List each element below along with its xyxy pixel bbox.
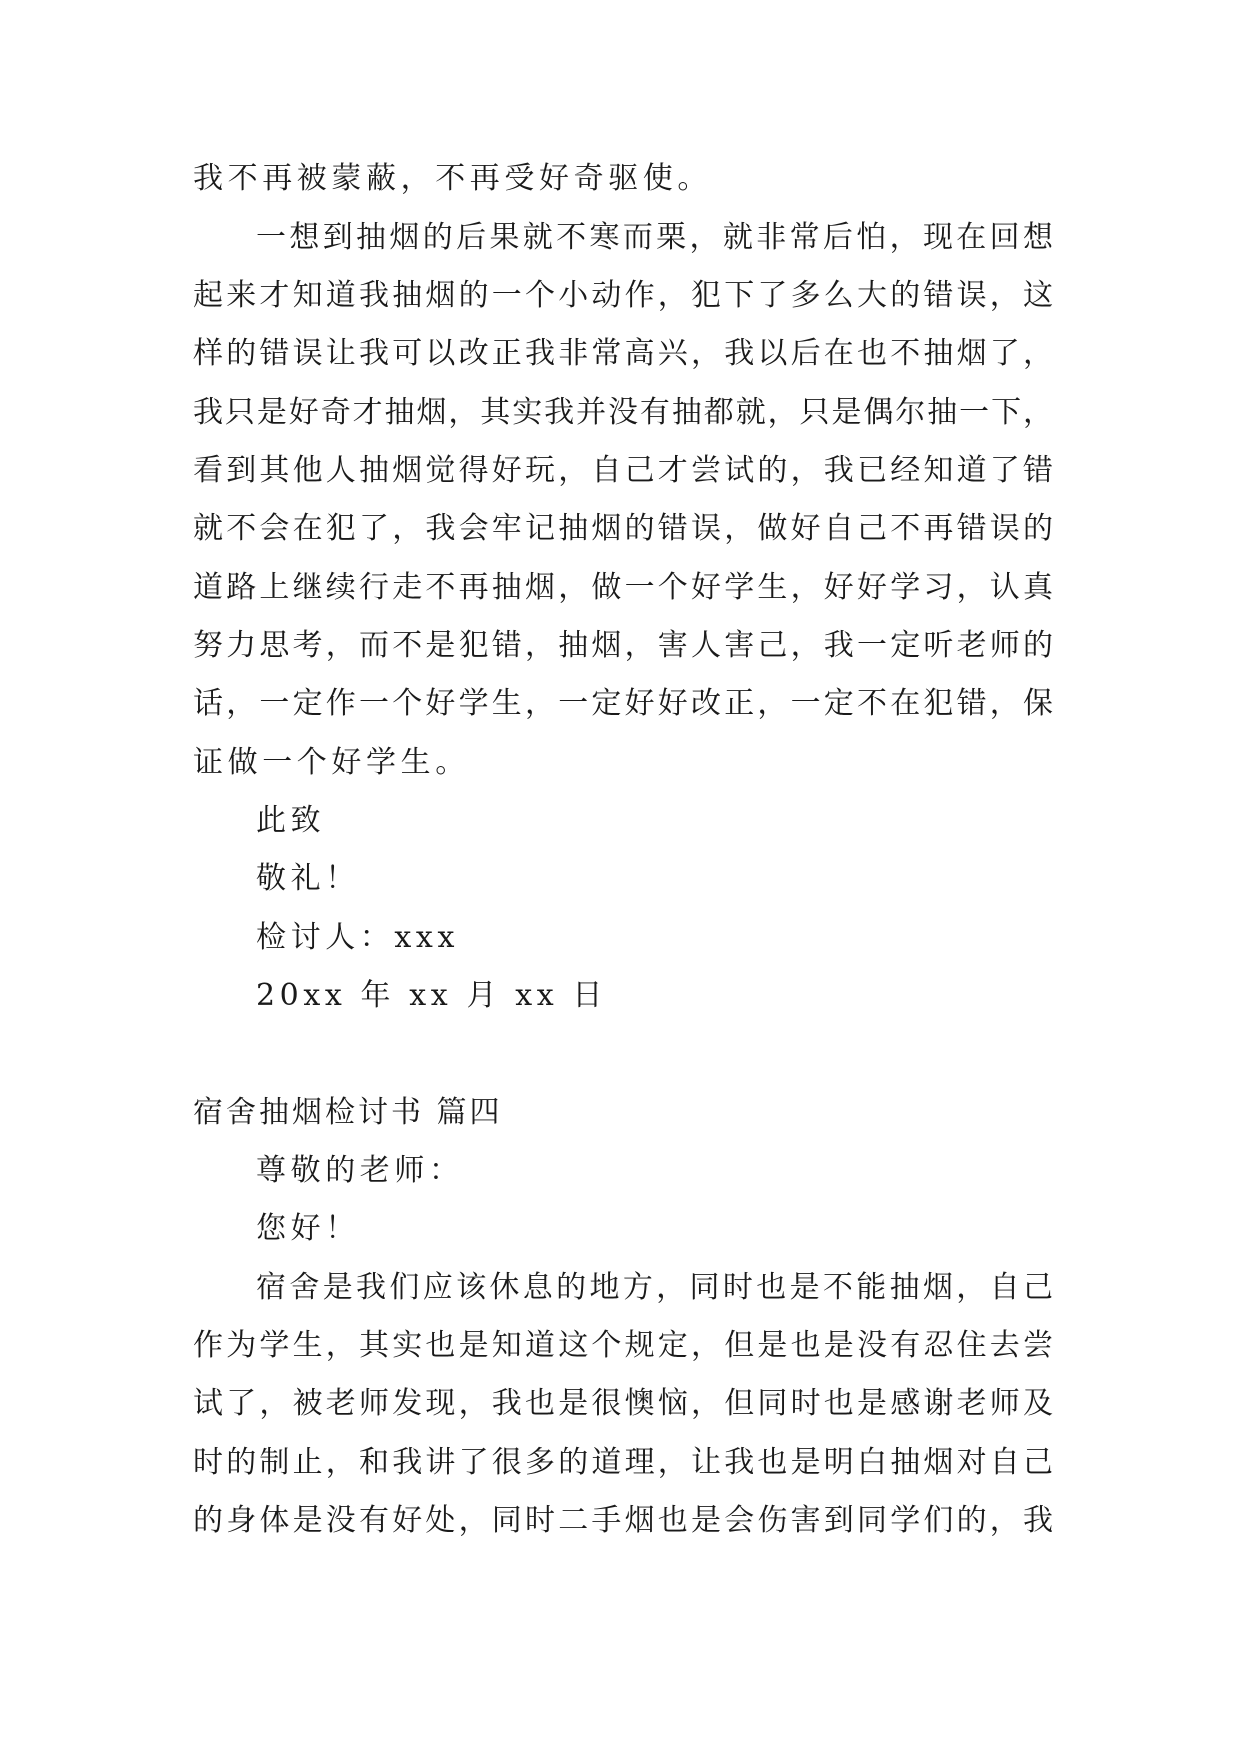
paragraph-line: 证做一个好学生。 — [193, 745, 470, 780]
paragraph-line: 作为学生，其实也是知道这个规定，但是也是没有忍住去尝 — [193, 1328, 1053, 1363]
paragraph-line: 试了，被老师发现，我也是很懊恼，但同时也是感谢老师及 — [193, 1386, 1053, 1421]
section-heading: 宿舍抽烟检讨书 篇四 — [193, 1095, 503, 1130]
salutation: 敬礼！ — [256, 861, 360, 896]
paragraph-line: 话，一定作一个好学生，一定好好改正，一定不在犯错，保 — [193, 686, 1053, 721]
paragraph-line: 我不再被蒙蔽，不再受好奇驱使。 — [193, 161, 712, 196]
paragraph-line: 的身体是没有好处，同时二手烟也是会伤害到同学们的，我 — [193, 1503, 1053, 1538]
paragraph-line: 看到其他人抽烟觉得好玩，自己才尝试的，我已经知道了错 — [193, 453, 1053, 488]
hello: 您好！ — [256, 1211, 360, 1246]
paragraph-line: 时的制止，和我讲了很多的道理，让我也是明白抽烟对自己 — [193, 1445, 1053, 1480]
greeting: 尊敬的老师： — [256, 1153, 464, 1188]
date: 20xx 年 xx 月 xx 日 — [256, 978, 607, 1013]
signer: 检讨人：xxx — [256, 920, 459, 955]
paragraph-line: 我只是好奇才抽烟，其实我并没有抽都就，只是偶尔抽一下， — [193, 395, 1053, 430]
paragraph-line: 样的错误让我可以改正我非常高兴，我以后在也不抽烟了， — [193, 336, 1053, 371]
paragraph-line: 努力思考，而不是犯错，抽烟，害人害己，我一定听老师的 — [193, 628, 1053, 663]
paragraph-line: 就不会在犯了，我会牢记抽烟的错误，做好自己不再错误的 — [193, 511, 1053, 546]
paragraph-line: 一想到抽烟的后果就不寒而栗，就非常后怕，现在回想 — [256, 220, 1053, 255]
paragraph-line: 起来才知道我抽烟的一个小动作，犯下了多么大的错误，这 — [193, 278, 1053, 313]
paragraph-line: 宿舍是我们应该休息的地方，同时也是不能抽烟，自己 — [256, 1270, 1053, 1305]
paragraph-line: 道路上继续行走不再抽烟，做一个好学生，好好学习，认真 — [193, 570, 1053, 605]
closing-phrase: 此致 — [256, 803, 326, 838]
